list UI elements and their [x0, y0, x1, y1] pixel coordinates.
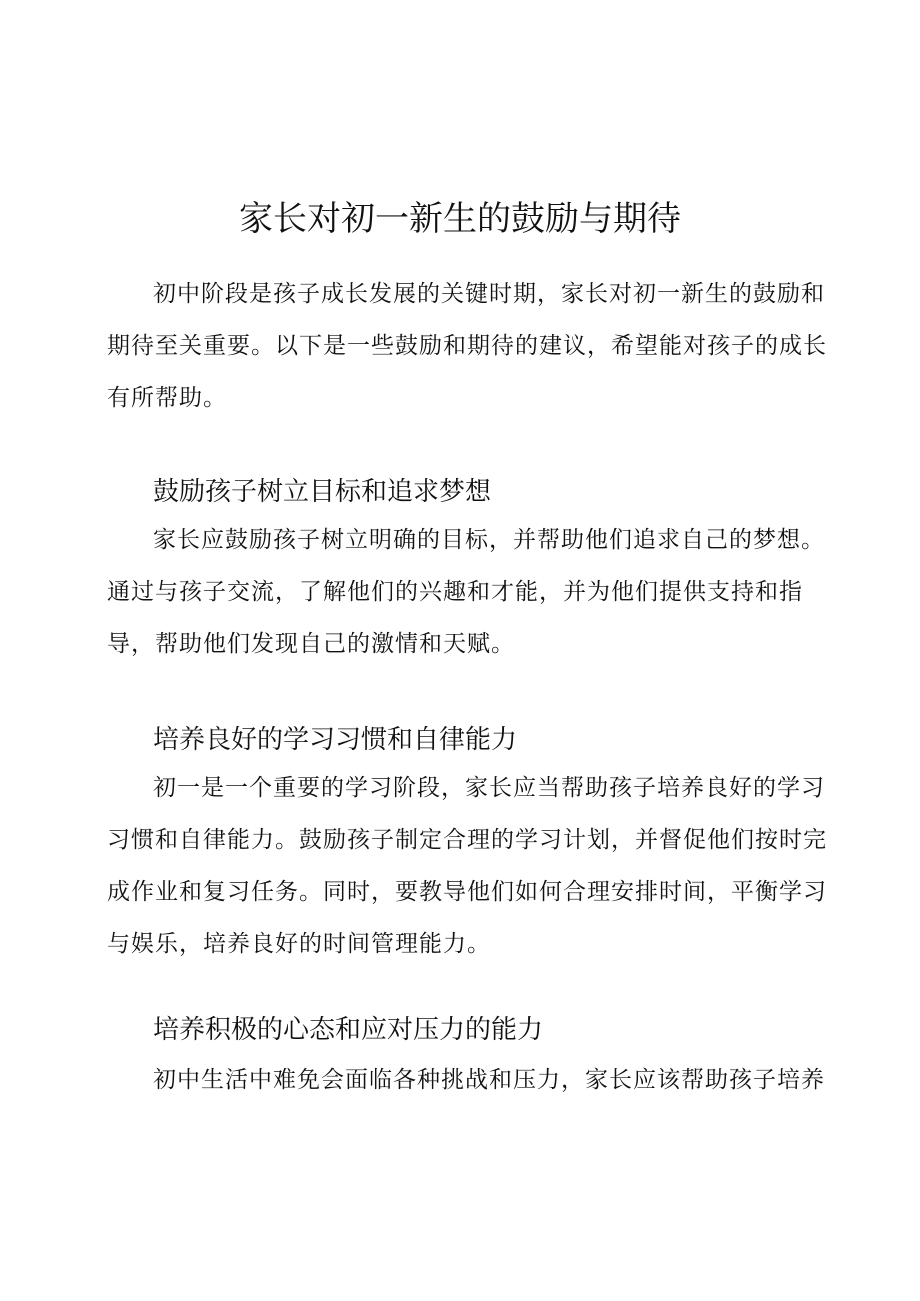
section-body-habits — [107, 762, 827, 970]
section-body-mindset — [107, 1054, 827, 1106]
section-text-goals: 家长应鼓励孩子树立明确的目标，并帮助他们追求自己的梦想。通过与孩子交流，了解他们的兴趣和才能，并为他们提供支持和指导，帮助他们发现自己的激情和天赋。 — [107, 527, 825, 657]
section-text-mindset: 初中生活中难免会面临各种挑战和压力，家长应该帮助孩子培养 — [153, 1067, 825, 1093]
intro-paragraph — [107, 268, 827, 424]
section-body-goals — [107, 514, 827, 670]
section-heading-mindset: 培养积极的心态和应对压力的能力 — [153, 1015, 544, 1045]
document-title: 家长对初一新生的鼓励与期待 — [239, 198, 681, 239]
section-text-habits: 初一是一个重要的学习阶段，家长应当帮助孩子培养良好的学习习惯和自律能力。鼓励孩子制定合理的学习计划，并督促他们按时完成作业和复习任务。同时，要教导他们如何合理安排时间，平衡学习与娱乐，培养良好的时间管理能力。 — [107, 775, 827, 957]
section-heading-goals: 鼓励孩子树立目标和追求梦想 — [153, 477, 492, 507]
section-heading-habits: 培养良好的学习习惯和自律能力 — [153, 725, 518, 755]
intro-text: 初中阶段是孩子成长发展的关键时期，家长对初一新生的鼓励和期待至关重要。以下是一些鼓励和期待的建议，希望能对孩子的成长有所帮助。 — [107, 281, 827, 411]
